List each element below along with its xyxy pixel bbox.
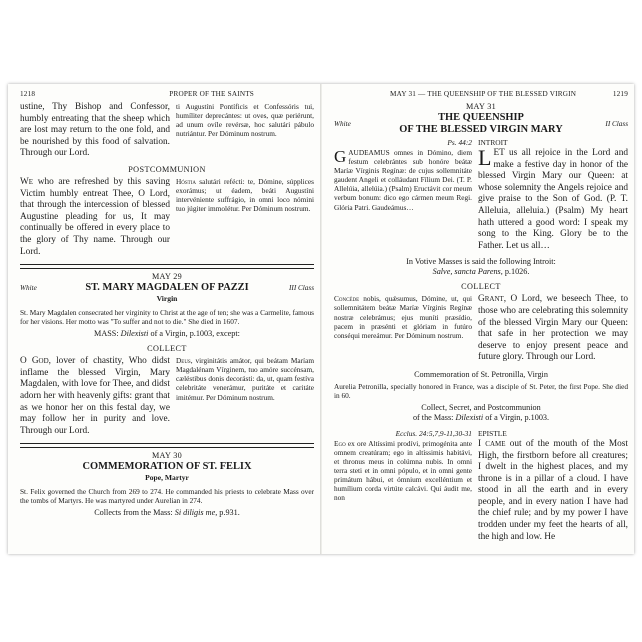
may29-biography: St. Mary Magdalen consecrated her virginity to Christ at the age of ten; she was a Carmelite, famous for her visions. Her motto was "To suffer and not to die." She died in 1607. [20,308,314,327]
may31-collect-block [334,294,628,364]
may29-date: MAY 29 [151,272,183,282]
may31-feast-title [374,112,588,136]
may29-feast-title: ST. MARY MAGDALEN OF PAZZI [85,282,249,294]
may29-rank-color: White [20,284,37,293]
carryover-latin: ti Augustíni Pontíficis et Confessóris tui, humíliter deprecántes: ut oves, quæ periérunt, ad unum ovíle revérsæ, hoc salutári pábulo nutriántur. Per Dóminum nostrum. [176,102,314,139]
may29-rank-class: III Class [289,284,314,293]
introit-latin-dropcap: G [334,147,347,166]
may30-collects-reference [20,508,314,518]
postcommunion-latin-first: Hóstia [176,176,196,186]
left-running-title: PROPER OF THE SAINTS [169,90,254,98]
may29-collect-block [20,356,314,437]
introit-heading: INTROIT [478,138,508,147]
epistle-english-first: I came [478,438,506,449]
may31-collect-english-first: Grant [478,294,504,305]
may31-collect-latin [334,294,472,364]
commemoration-mass [334,403,628,423]
may30-collects-suffix: , p.931. [215,508,240,518]
may31-collect-latin-first: Concéde [334,294,360,304]
introit-latin-label [334,138,472,148]
postcommunion-heading: POSTCOMMUNION [128,164,206,174]
epistle-latin-first: Ego [334,438,346,448]
epistle-block [334,439,628,543]
may29-mass-prefix: MASS: [94,329,121,339]
epistle-english-text: out of the mouth of the Most High, the firstborn before all creatures; I dwelt in the highest places, and my throne is in a pillar of a cloud. I have stood in all the earth and in every people, and in every nation I have had the chief rule; and by my power I have trodden under my feet the hearts of all, the high and low. He [478,438,628,542]
may29-collect-latin-first: Deus [176,356,191,366]
may29-collect-latin [176,356,314,437]
section-divider-may30 [20,443,314,448]
epistle-english [478,439,628,543]
introit-english [478,145,628,252]
may29-mass-suffix: of a Virgin, p.1003, except: [148,329,240,339]
spacer [334,364,628,368]
votive-note [334,257,628,277]
may30-biography: St. Felix governed the Church from 269 to 274. He commanded his priests to celebrate Mass over the tombs of Martyrs. He was martyred under Aurelian in 274. [20,487,314,506]
may31-title-line1: THE QUEENSHIP [438,112,524,123]
votive-suffix: , p.1026. [500,267,530,277]
may31-title-line2: OF THE BLESSED VIRGIN MARY [399,124,563,135]
right-page-number: 1219 [612,90,628,98]
postcommunion-latin [176,177,314,258]
left-page-number: 1218 [20,90,36,98]
may31-collect-latin-text: nobis, quǽsumus, Dómine, ut, qui sollemnitátem beátæ Maríæ Vírginis Regínæ nostræ celebrámus; ejus muníti præsídio, pacem in præsénti et glóriam in futúro conséqui mereámur. Per Dóminum nostrum. [334,294,472,340]
may29-collect-latin-text: , virginitátis amátor, qui beátam Maríam Magdalénam Vírginem, tuo amóre succénsam, cæléstibus donis decorásti: da, ut, quam festíva celebritáte venerámur, puritáte et caritáte imitémur. Per Dóminum nostrum. [176,356,314,402]
introit-latin [334,148,472,252]
commemoration-title: Commemoration of St. Petronilla, Virgin [414,369,548,379]
postcommunion-english [20,177,170,258]
may29-collect-english-first: O God [20,356,49,367]
introit-english-text: ET us all rejoice in the Lord and make a festive day in honor of the blessed Virgin Mary our Queen: at whose solemnity the Angels rejoice and give praise to the Son of God. (P. T. Alleluia, alleluia.) (Psalm) My heart hath uttered a good word: I speak my song to the King. Glory be to the Father. Let us all… [478,148,628,251]
epistle-reference: Ecclus. 24:5,7,9-11,30-31 [395,428,472,438]
commemoration-mass-name: Dilexisti [455,412,484,422]
right-page [334,90,628,543]
commemoration-mass-prefix: of the Mass: [412,412,456,422]
introit-english-label [478,138,628,148]
may31-collect-heading: COLLECT [461,282,501,292]
may30-subtitle: Pope, Martyr [145,473,189,483]
may31-rank-color: White [334,120,351,128]
may29-title-row [20,282,314,294]
book-gutter [320,84,322,554]
left-page [20,90,314,520]
commemoration-biography: Aurelia Petronilla, specially honored in France, was a disciple of St. Peter, the first Pope. She died in 60. [334,381,628,400]
postcommunion-latin-text: salutári refécti: te, Dómine, súpplices exorámus; ut éadem, beáti Augustíni intervéniente suffrágio, in omni loco nómini tuo júgiter immolétur. Per Dóminum nostrum. [176,176,314,214]
postcommunion-english-text: who are refreshed by this saving Victim humbly entreat Thee, O Lord, that through the intercession of blessed Augustine pleading for us, It may continually be offered in every place to the glory of Thy name. Through our Lord. [20,176,170,257]
may31-collect-english [478,294,628,364]
right-running-head [334,90,628,99]
may30-feast-title: COMMEMORATION OF ST. FELIX [82,461,252,473]
epistle-heading: EPISTLE [478,428,507,438]
may29-subtitle: Virgin [156,294,178,304]
may29-mass-name: Dilexisti [120,329,149,339]
epistle-latin [334,439,472,543]
introit-reference: Ps. 44:2 [447,138,472,147]
may29-collect-heading: COLLECT [147,344,187,354]
may31-collect-english-text: , O Lord, we beseech Thee, to those who are celebrating this solemnity of the blessed Virgin Mary our Queen: that safe in her protection we may deserve to enjoy present peace and future glory. Through our Lord. [478,294,629,363]
introit-block [334,145,628,252]
book-spread [8,84,634,554]
epistle-label-row [334,429,628,439]
epistle-latin-label [334,429,472,439]
commemoration-mass-line1: Collect, Secret, and Postcommunion [421,402,541,412]
may31-title-row [334,112,628,136]
left-running-head [20,90,314,99]
epistle-english-label [478,429,628,439]
postcommunion-english-first: We [20,176,34,187]
may29-collect-english-text: , lover of chastity, Who didst inflame the blessed Virgin, Mary Magdalen, with love for Thee, and didst adorn her with heavenly gifts: grant that as we honor her on this festal day, we may follow her in purity and love. Through our Lord. [20,356,170,436]
may29-collect-english [20,356,170,437]
epistle-latin-text: ex ore Altíssimi prodívi, primogénita ante omnem creatúram; ego in altíssimis habitávi, et thronus meus in colúmna nubis. In omni terra steti et in omni pópulo, et in omni gente primátum hábui, et ómnium excelléntium et humílium corda virtúte calcávi. Qui áudit me, non [334,438,472,503]
may31-rank-class: II Class [605,120,628,128]
may30-collects-prefix: Collects from the Mass: [94,508,175,518]
may31-date: MAY 31 [465,102,497,111]
may29-mass-reference [20,329,314,339]
introit-english-dropcap: L [478,145,492,170]
may30-date: MAY 30 [151,451,183,461]
commemoration-mass-suffix: of a Virgin, p.1003. [483,412,550,422]
votive-name: Salve, sancta Parens [432,267,501,277]
section-divider-may29 [20,264,314,269]
postcommunion-block [20,177,314,258]
carryover-block [20,102,314,160]
introit-latin-text: AUDEAMUS omnes in Dómino, diem festum celebrántes sub honóre beátæ Maríæ Vírginis Regínæ: de cujus sollemnitáte gaudent Angeli et colláudant Fílium Dei. (T. P. Allelúia, allelúia.) (Psalm) Eructávit cor meum verbum bonum: dico ego cármen meum Regi. Glória Patri. Gaudeámus… [334,148,472,212]
may30-collects-name: Si diligis me [174,508,216,518]
votive-text: In Votive Masses is said the following Introit: [406,257,556,267]
carryover-english: ustine, Thy Bishop and Confessor, humbly entreating that the sheep which are lost may return to the one fold, and be nourished by this food of salvation. Through our Lord. [20,102,170,159]
right-running-title: MAY 31 — THE QUEENSHIP OF THE BLESSED VIRGIN [390,90,577,98]
